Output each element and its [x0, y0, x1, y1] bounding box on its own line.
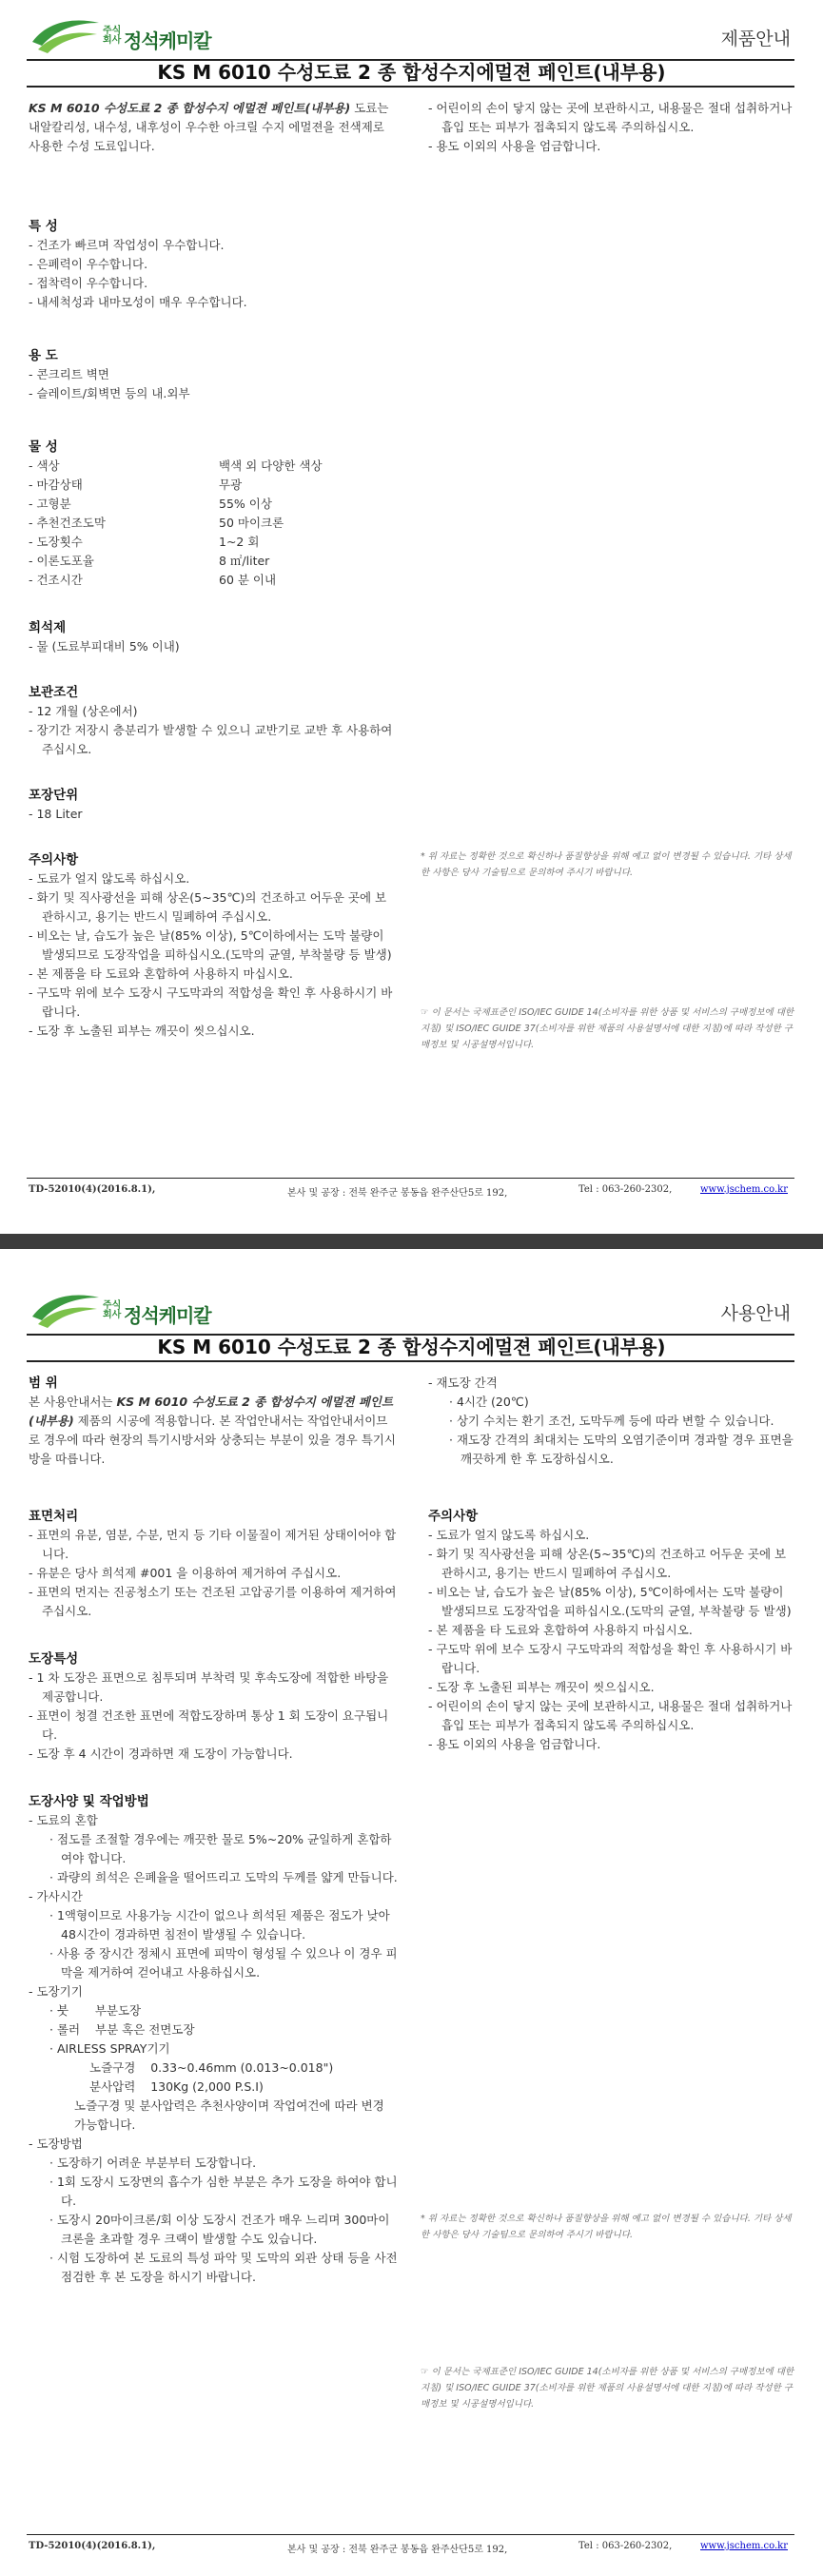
swoosh-logo-icon	[29, 1288, 101, 1330]
iso-guide-note: ☞ 이 문서는 국제표준인 ISO/IEC GUIDE 14(소비자를 위한 상품 및 서비스의 구매정보에 대한 지침) 및 ISO/IEC GUIDE 37(소비자를 위한 제품의 사용설명서에 대한 지침)에 따라 작성한 구매정보 및 시공설명서입니다.	[421, 1007, 794, 1050]
property-value: 8 ㎡/liter	[219, 554, 270, 568]
doc-type-label: 제품안내	[720, 29, 791, 49]
left-column	[29, 1374, 398, 2287]
property-key: - 도장횟수	[29, 535, 83, 549]
intro-product-name: KS M 6010 수성도료 2 종 합성수지 에멀젼 페인트(내부용)	[29, 101, 351, 115]
property-row	[29, 476, 398, 495]
list-item: · 상기 수치는 환기 조건, 도막두께 등에 따라 변할 수 있습니다.	[449, 1414, 774, 1428]
property-row	[29, 514, 398, 533]
list-item: - 구도막 위에 보수 도장시 구도막과의 적합성을 확인 후 사용하시기 바랍니다.	[428, 1642, 793, 1675]
list-item: · AIRLESS SPRAY기기	[49, 2041, 170, 2056]
property-value: 1~2 회	[219, 535, 260, 549]
spec-line: 분사압력 130Kg (2,000 P.S.I)	[89, 2079, 264, 2094]
property-row	[29, 495, 398, 514]
list-item: - 비오는 날, 습도가 높은 날(85% 이상), 5℃이하에서는 도막 불량이 발생되므로 도장작업을 피하십시오.(도막의 균열, 부착불량 등 발생)	[29, 928, 392, 962]
list-item: - 은폐력이 우수합니다.	[29, 257, 148, 271]
list-item: - 도장 후 노출된 피부는 깨끗이 씻으십시오.	[29, 1024, 255, 1038]
property-value: 무광	[219, 478, 243, 492]
property-key: - 고형분	[29, 497, 71, 511]
property-key: - 색상	[29, 459, 60, 473]
company-phone: Tel : 063-260-2302,	[578, 1184, 673, 1195]
title-rule	[27, 1360, 794, 1362]
properties-heading: 물 성	[29, 439, 58, 455]
swoosh-logo-icon	[29, 13, 101, 55]
intro-paragraph	[29, 99, 398, 156]
list-item: - 슬레이트/회벽면 등의 내.외부	[29, 386, 190, 400]
intro-text: 도료는 내알칼리성, 내수성, 내후성이 우수한 아크릴 수지 에멀젼을 전색제로 사용한 수성 도료입니다.	[29, 101, 389, 153]
company-website-link[interactable]: www.jschem.co.kr	[700, 1184, 788, 1195]
list-item: - 건조가 빠르며 작업성이 우수합니다.	[29, 238, 225, 252]
list-item: · 붓 부분도장	[49, 2003, 142, 2018]
spec-line: 노즐구경 0.33~0.46mm (0.013~0.018")	[89, 2060, 334, 2075]
list-item: - 화기 및 직사광선을 피해 상온(5~35℃)의 건조하고 어두운 곳에 보관하시고, 용기는 반드시 밀폐하여 주십시오.	[428, 1547, 787, 1580]
scope-paragraph	[29, 1393, 398, 1469]
property-value: 55% 이상	[219, 497, 272, 511]
list-item: - 구도막 위에 보수 도장시 구도막과의 적합성을 확인 후 사용하시기 바랍니다.	[29, 986, 393, 1019]
company-name: 정석케미칼	[124, 1304, 211, 1327]
left-column	[29, 99, 398, 1041]
page-separator-bar	[0, 1234, 823, 1249]
list-item: - 도료가 얼지 않도록 하십시오.	[29, 871, 190, 886]
list-item: - 표면의 유분, 염분, 수분, 먼지 등 기타 이물질이 제거된 상태이어야 합니다.	[29, 1528, 397, 1561]
page-usage-guide	[0, 1275, 823, 2576]
property-value: 백색 외 다양한 색상	[219, 459, 323, 473]
thinner-heading: 희석제	[29, 620, 67, 635]
list-item: · 시험 도장하여 본 도료의 특성 파악 및 도막의 외관 상태 등을 사전 점검한 후 본 도장을 하시기 바랍니다.	[49, 2251, 398, 2284]
list-item: - 장기간 저장시 층분리가 발생할 수 있으니 교반기로 교반 후 사용하여 주십시오.	[29, 723, 393, 756]
company-type-label: 주식 회사	[103, 26, 122, 46]
list-item: - 용도 이외의 사용을 엄금합니다.	[428, 139, 601, 153]
property-row	[29, 552, 398, 571]
list-item: · 재도장 간격의 최대치는 도막의 오염기준이며 경과할 경우 표면을 깨끗하게 한 후 도장하십시오.	[449, 1433, 794, 1466]
property-key: - 추천건조도막	[29, 516, 106, 530]
right-column	[428, 99, 795, 156]
spec-note: 노즐구경 및 분사압력은 추천사양이며 작업여건에 따라 변경 가능합니다.	[74, 2098, 384, 2132]
property-value: 60 분 이내	[219, 573, 277, 587]
package-heading: 포장단위	[29, 788, 79, 803]
subsection-title: - 도장방법	[29, 2137, 83, 2151]
property-key: - 마감상태	[29, 478, 83, 492]
page-title: KS M 6010 수성도료 2 종 합성수지에멀젼 페인트(내부용)	[157, 61, 666, 84]
property-key: - 건조시간	[29, 573, 83, 587]
list-item: - 18 Liter	[29, 807, 83, 821]
footer-rule	[27, 1178, 794, 1179]
list-item: - 콘크리트 벽면	[29, 367, 109, 381]
property-key: - 이론도포율	[29, 554, 94, 568]
features-heading: 특 성	[29, 219, 58, 234]
property-row	[29, 457, 398, 476]
coating-heading: 도장특성	[29, 1651, 79, 1667]
property-row	[29, 533, 398, 552]
list-item: - 1 차 도장은 표면으로 침투되며 부착력 및 후속도장에 적합한 바탕을 제공합니다.	[29, 1670, 389, 1704]
page-separator	[0, 1234, 823, 1275]
list-item: - 도장 후 노출된 피부는 깨끗이 씻으십시오.	[428, 1680, 655, 1694]
list-item: - 물 (도료부피대비 5% 이내)	[29, 639, 180, 654]
list-item: - 비오는 날, 습도가 높은 날(85% 이상), 5℃이하에서는 도막 불량이 발생되므로 도장작업을 피하십시오.(도막의 균열, 부착불량 등 발생)	[428, 1585, 792, 1618]
right-column	[428, 1374, 795, 1754]
list-item: · 4시간 (20℃)	[449, 1395, 529, 1409]
subsection-title: - 도료의 혼합	[29, 1813, 98, 1827]
doc-type-label: 사용안내	[720, 1303, 791, 1324]
list-item: - 내세척성과 내마모성이 매우 우수합니다.	[29, 295, 247, 309]
company-name: 정석케미칼	[124, 29, 211, 52]
company-address: 본사 및 공장 : 전북 완주군 봉동읍 완주산단5로 192,	[287, 1188, 508, 1199]
doc-id: TD-52010(4)(2016.8.1),	[29, 1184, 156, 1195]
scope-product-name: KS M 6010 수성도료 2 종 합성수지 에멀젼 페인트(내부용)	[29, 1395, 394, 1428]
list-item: - 접착력이 우수합니다.	[29, 276, 148, 290]
doc-id: TD-52010(4)(2016.8.1),	[29, 2541, 156, 2551]
list-item: · 롤러 부분 혹은 전면도장	[49, 2022, 195, 2037]
list-item: - 본 제품을 타 도료와 혼합하여 사용하지 마십시오.	[29, 966, 293, 981]
list-item: - 표면이 청결 건조한 표면에 적합도장하며 통상 1 회 도장이 요구됩니다.	[29, 1708, 389, 1742]
list-item: · 도장시 20마이크론/회 이상 도장시 건조가 매우 느리며 300마이크론을 초과할 경우 크랙이 발생할 수도 있습니다.	[49, 2213, 390, 2246]
list-item: - 화기 및 직사광선을 피해 상온(5~35℃)의 건조하고 어두운 곳에 보관하시고, 용기는 반드시 밀폐하여 주십시오.	[29, 890, 387, 924]
list-item: - 표면의 먼지는 진공청소기 또는 건조된 고압공기를 이용하여 제거하여 주십시오.	[29, 1585, 397, 1618]
subsection-title: - 도장기기	[29, 1984, 83, 1999]
list-item: - 도장 후 4 시간이 경과하면 재 도장이 가능합니다.	[29, 1747, 293, 1761]
caution-heading: 주의사항	[428, 1509, 479, 1524]
list-item: · 1회 도장시 도장면의 흡수가 심한 부분은 추가 도장을 하여야 합니다.	[49, 2175, 398, 2208]
footer-rule	[27, 2534, 794, 2535]
caution-heading: 주의사항	[29, 852, 79, 868]
list-item: · 과량의 희석은 은폐율을 떨어뜨리고 도막의 두께를 얇게 만듭니다.	[49, 1870, 398, 1884]
uses-heading: 용 도	[29, 348, 58, 363]
list-item: - 12 개월 (상온에서)	[29, 704, 138, 718]
subsection-title: - 재도장 간격	[428, 1376, 498, 1390]
list-item: · 사용 중 장시간 정체시 표면에 피막이 형성될 수 있으나 이 경우 피막을 제거하여 걷어내고 사용하십시오.	[49, 1946, 398, 1980]
company-type-label: 주식 회사	[103, 1300, 122, 1320]
company-address: 본사 및 공장 : 전북 완주군 봉동읍 완주산단5로 192,	[287, 2545, 508, 2555]
title-rule	[27, 86, 794, 88]
iso-guide-note: ☞ 이 문서는 국제표준인 ISO/IEC GUIDE 14(소비자를 위한 상품 및 서비스의 구매정보에 대한 지침) 및 ISO/IEC GUIDE 37(소비자를 위한 제품의 사용설명서에 대한 지침)에 따라 작성한 구매정보 및 시공설명서입니다.	[421, 2367, 794, 2410]
method-heading: 도장사양 및 작업방법	[29, 1794, 149, 1809]
list-item: · 1액형이므로 사용가능 시간이 없으나 희석된 제품은 점도가 낮아 48시간이 경과하면 침전이 발생될 수 있습니다.	[49, 1908, 390, 1942]
list-item: - 도료가 얼지 않도록 하십시오.	[428, 1528, 590, 1542]
list-item: - 어린이의 손이 닿지 않는 곳에 보관하시고, 내용물은 절대 섭취하거나 흡입 또는 피부가 접촉되지 않도록 주의하십시오.	[428, 101, 793, 134]
page-title: KS M 6010 수성도료 2 종 합성수지에멀젼 페인트(내부용)	[157, 1336, 666, 1358]
list-item: - 유분은 당사 희석제 #001 을 이용하여 제거하여 주십시오.	[29, 1566, 342, 1580]
scope-text: 본 사용안내서는	[29, 1395, 117, 1409]
list-item: - 본 제품을 타 도료와 혼합하여 사용하지 마십시오.	[428, 1623, 693, 1637]
storage-heading: 보관조건	[29, 685, 79, 700]
scope-heading: 범 위	[29, 1376, 58, 1391]
subsection-title: - 가사시간	[29, 1889, 83, 1903]
disclaimer-note: * 위 자료는 정확한 것으로 확신하나 품질향상을 위해 예고 없이 변경될 수 있습니다. 기타 상세한 사항은 당사 기술팀으로 문의하여 주시기 바랍니다.	[421, 2214, 792, 2240]
property-row	[29, 571, 398, 590]
disclaimer-note: * 위 자료는 정확한 것으로 확신하나 품질향상을 위해 예고 없이 변경될 수 있습니다. 기타 상세한 사항은 당사 기술팀으로 문의하여 주시기 바랍니다.	[421, 851, 792, 878]
list-item: · 도장하기 어려운 부분부터 도장합니다.	[49, 2156, 257, 2170]
company-phone: Tel : 063-260-2302,	[578, 2541, 673, 2551]
list-item: · 점도를 조절할 경우에는 깨끗한 물로 5%~20% 균일하게 혼합하여야 합니다.	[49, 1832, 392, 1865]
company-website-link[interactable]: www.jschem.co.kr	[700, 2541, 788, 2551]
surface-heading: 표면처리	[29, 1509, 79, 1524]
list-item: - 용도 이외의 사용을 엄금합니다.	[428, 1737, 601, 1751]
list-item: - 어린이의 손이 닿지 않는 곳에 보관하시고, 내용물은 절대 섭취하거나 흡입 또는 피부가 접촉되지 않도록 주의하십시오.	[428, 1699, 793, 1732]
page-product-info	[0, 0, 823, 1234]
scope-text: 제품의 시공에 적용합니다. 본 작업안내서는 작업안내서이므로 경우에 따라 현장의 특기시방서와 상충되는 부분이 있을 경우 특기시방을 따릅니다.	[29, 1414, 396, 1466]
property-value: 50 마이크론	[219, 516, 284, 530]
